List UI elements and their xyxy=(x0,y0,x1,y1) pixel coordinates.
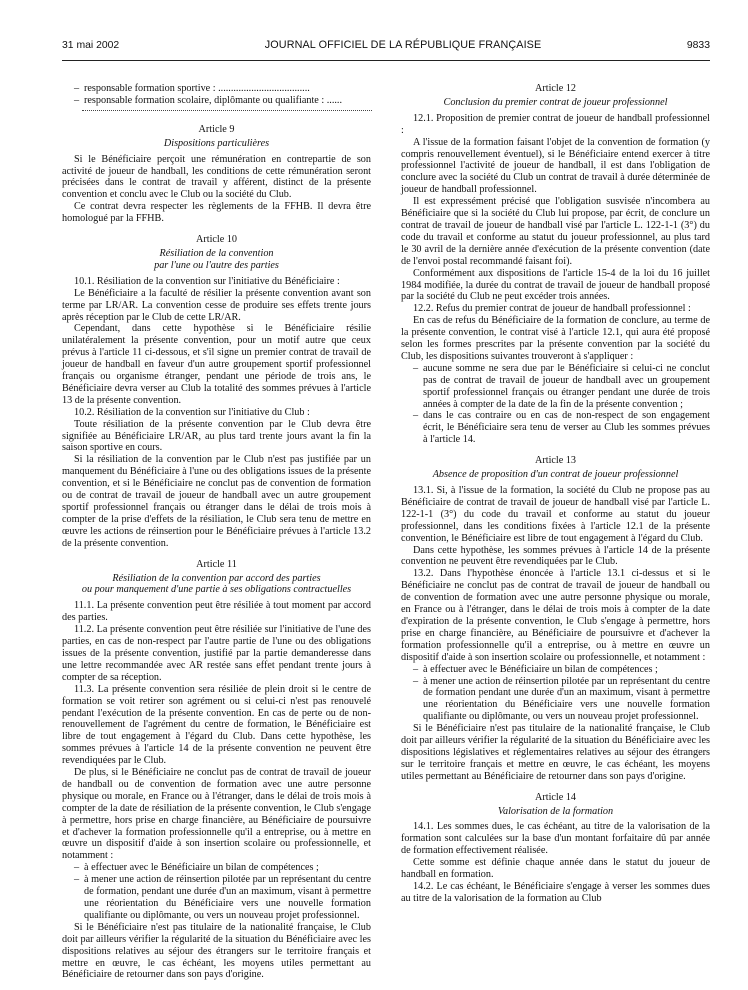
paragraph: 14.1. Les sommes dues, le cas échéant, au titre de la valorisation de la formation sont calculées sur la base d'un montant forfaitaire dû par année de formation effectivement réalisée. xyxy=(401,821,710,857)
paragraph: Si le Bénéficiaire n'est pas titulaire de la nationalité française, le Club doit par ailleurs vérifier la régularité de la situation du Bénéficiaire avec les dispositions relatives au séjour des étrangers sur le territoire français et mettre en œuvre, le cas échéant, les moyens utiles permettant au Bénéficiaire de retourner dans son pays d'origine. xyxy=(62,921,371,981)
left-column xyxy=(62,83,371,981)
list-item: – responsable formation sportive : .................................... xyxy=(74,83,371,95)
paragraph: Si le Bénéficiaire n'est pas titulaire de la nationalité française, le Club doit par ailleurs vérifier la régularité de la situation du Bénéficiaire avec les dispositions législatives et réglementaires relatives au séjour des étrangers sur le territoire français et mettre en œuvre, le cas échéant, les moyens utiles permettant au Bénéficiaire de retourner dans son pays d'origine. xyxy=(401,723,710,782)
right-column xyxy=(401,83,710,981)
paragraph: Ce contrat devra respecter les règlements de la FFHB. Il devra être homologué par la FFHB. xyxy=(62,201,371,225)
article-13-subtitle: Absence de proposition d'un contrat de joueur professionnel xyxy=(432,469,679,481)
paragraph: 14.2. Le cas échéant, le Bénéficiaire s'engage à verser les sommes dues au titre de la valorisation de la formation au Club xyxy=(401,881,710,904)
two-column-body xyxy=(62,83,710,981)
paragraph: Cette somme est définie chaque année dans le statut du joueur de handball en formation. xyxy=(401,857,710,881)
article-13-list xyxy=(401,664,710,724)
paragraph: Il est expressément précisé que l'obligation susvisée n'incombera au Bénéficiaire que si la société du Club lui propose, par écrit, de conclure un contrat de travail de joueur de handball visé par l'article L. 122-1-1 (3°) du code du travail et conforme au statut du joueur professionnel, au plus tard le 30 avril de la dernière année d'exécution de la présente convention (date de l'envoi postal recommandé faisant foi). xyxy=(401,196,710,267)
intro-list xyxy=(62,83,371,107)
dotted-rule xyxy=(82,110,372,115)
article-11-subtitle-line1: Résiliation de la convention par accord des parties xyxy=(112,572,321,584)
paragraph: 11.2. La présente convention peut être résiliée sur l'initiative de l'une des parties, en cas de non-respect par l'autre partie de l'une ou des obligations issues de la présente convention, justifié par la partie demanderesse dans une lettre recommandée avec AR restée sans effet pendant trente jours à compter de sa réception. xyxy=(62,624,371,683)
paragraph: 10.1. Résiliation de la convention sur l'initiative du Bénéficiaire : xyxy=(74,275,340,287)
paragraph: Si la résiliation de la convention par le Club n'est pas justifiée par un manquement du Bénéficiaire à l'une ou des obligations issues de la présente convention, et si le Bénéficiaire ne conclut pas de convention de formation ou de contrat de travail de joueur de handball avec un autre groupement sportif professionnel français ou étranger dans le délai de trois mois à compter de la prise d'effets de la résiliation, le Club sera tenu de mettre en œuvre les actions de réinsertion pour le Bénéficiaire prévues à l'article 13.2 de la présente convention. xyxy=(62,454,371,549)
article-12-subtitle: Conclusion du premier contrat de joueur professionnel xyxy=(443,96,668,108)
list-item: – à mener une action de réinsertion pilotée par un représentant du centre de formation, pendant une durée d'un an maximum, visant à permettre une réorientation du Bénéficiaire vers une nouvelle formation qualifiante ou diplômante, ou vers un nouveau projet professionnel. xyxy=(74,874,371,922)
paragraph: Toute résiliation de la présente convention par le Club devra être signifiée au Bénéficiaire LR/AR, au plus tard trente jours avant la fin la saison sportive en cours. xyxy=(62,418,371,454)
paragraph: A l'issue de la formation faisant l'objet de la convention de formation (y compris renouvellement éventuel), si le Bénéficiaire entend exercer à titre professionnel l'activité de joueur de handball, il est dans l'obligation de conclure avec la société du Club un contrat de travail à durée déterminée de joueur de handball professionnel. xyxy=(401,136,710,196)
list-item: – à mener une action de réinsertion pilotée par un représentant du centre de formation pendant une durée d'un an maximum, visant à permettre une réorientation du Bénéficiaire vers une nouvelle formation qualifiante ou diplômante, ou vers un nouveau projet professionnel. xyxy=(413,676,710,724)
paragraph: Cependant, dans cette hypothèse si le Bénéficiaire résilie unilatéralement la présente convention, pour un motif autre que ceux prévus à l'article 11 ci-dessous, et s'il signe un premier contrat de travail de joueur de handball en faveur d'un autre groupement sportif professionnel français ou organisme étranger, pendant une période de trois ans, le Bénéficiaire devra verser au Club la totalité des sommes prévues à l'article 13 de la présente convention. xyxy=(62,323,371,406)
article-11-subtitle-line2: ou pour manquement d'une partie à ses obligations contractuelles xyxy=(81,584,352,596)
article-10-subtitle-line1: Résiliation de la convention xyxy=(159,247,274,259)
page-header xyxy=(62,40,710,61)
article-13-title: Article 13 xyxy=(534,455,577,467)
list-item: – dans le cas contraire ou en cas de non-respect de son engagement écrit, le Bénéficiaire sera tenu de verser au Club les sommes prévues à l'article 14. xyxy=(413,410,710,446)
paragraph: De plus, si le Bénéficiaire ne conclut pas de contrat de travail de joueur de handball ou de convention de formation avec une autre personne physique ou morale, en France ou à l'étranger, dans le délai de trois mois à compter de la date de résiliation de la présente convention, le Club s'engage à permettre, hors prise en charge financière, au Bénéficiaire de poursuivre et d'achever la formation professionnelle qu'il a entreprise, ou à mettre en œuvre un dispositif d'aide à son insertion scolaire ou professionnelle, et notamment : xyxy=(62,767,371,862)
paragraph: 13.2. Dans l'hypothèse énoncée à l'article 13.1 ci-dessus et si le Bénéficiaire ne conclut pas de contrat de travail de joueur de handball ou de convention de formation avec une autre personne physique ou morale, en France ou à l'étranger, dans le délai de trois mois à compter de la date d'expiration de la présente convention, le Club s'engage à permettre, hors prise en charge financière, au Bénéficiaire de poursuivre et d'achever la formation professionnelle qu'il a entreprise, ou à mettre en œuvre un dispositif d'aide à son insertion scolaire ou professionnelle, et notamment : xyxy=(401,568,710,663)
list-item: – à effectuer avec le Bénéficiaire un bilan de compétences ; xyxy=(413,664,710,676)
paragraph: En cas de refus du Bénéficiaire de la formation de conclure, au terme de la présente convention, le contrat visé à l'article 12.1, qui aura été proposé selon les formes prescrites par la présente convention par la société du Club, les dispositions suivantes trouveront à s'appliquer : xyxy=(401,315,710,362)
list-item: – à effectuer avec le Bénéficiaire un bilan de compétences ; xyxy=(74,862,371,874)
article-11-list xyxy=(62,862,371,922)
article-14-subtitle: Valorisation de la formation xyxy=(497,805,614,817)
article-10-subtitle-line2: par l'une ou l'autre des parties xyxy=(154,259,279,271)
article-14-title: Article 14 xyxy=(534,791,577,803)
paragraph: 11.3. La présente convention sera résiliée de plein droit si le centre de formation se voit retirer son agrément ou si celui-ci n'est pas renouvelé pendant l'exécution de la présente convention. En cas de perte ou de non-renouvellement de l'agrément du centre de formation, le Bénéficiaire est libre de tout engagement à l'égard du Club. Dans cette hypothèse, les sommes prévues à l'article 14 de la présente convention ne peuvent être revendiquées par le Club. xyxy=(62,683,371,767)
header-page-number: 9833 xyxy=(686,40,710,51)
article-11-title: Article 11 xyxy=(196,558,237,570)
article-9-subtitle: Dispositions particulières xyxy=(163,137,270,149)
header-date: 31 mai 2002 xyxy=(62,40,120,51)
paragraph: Conformément aux dispositions de l'article 15-4 de la loi du 16 juillet 1984 modifiée, la durée du contrat de travail de joueur de handball proposé par la société du Club ne peut excéder trois années. xyxy=(401,267,710,303)
article-12-list xyxy=(401,363,710,446)
paragraph: 11.1. La présente convention peut être résiliée à tout moment par accord des parties. xyxy=(62,600,371,624)
article-10-title: Article 10 xyxy=(195,234,238,246)
article-9-title: Article 9 xyxy=(198,123,235,135)
article-12-title: Article 12 xyxy=(534,83,577,94)
list-item: – aucune somme ne sera due par le Bénéficiaire si celui-ci ne conclut pas de contrat de travail de joueur de handball avec un groupement sportif professionnel français ou étranger pendant une durée de trois années à compter de la date de la fin de la présente convention ; xyxy=(413,363,710,411)
paragraph: 12.1. Proposition de premier contrat de joueur de handball professionnel : xyxy=(401,112,710,136)
paragraph: 13.1. Si, à l'issue de la formation, la société du Club ne propose pas au Bénéficiaire de contrat de travail de joueur de handball visé par l'article L. 122-1-1 (3°) du code du travail et conforme au statut du joueur professionnel, dans les conditions fixées à l'article 12.1 de la présente convention, le Bénéficiaire est libre de tout engagement à l'égard du Club. xyxy=(401,485,710,544)
paragraph: Le Bénéficiaire a la faculté de résilier la présente convention avant son terme par LR/AR. La convention cesse de produire ses effets trente jours après réception par le Club de cette LR/AR. xyxy=(62,287,371,323)
header-title: JOURNAL OFFICIEL DE LA RÉPUBLIQUE FRANÇAISE xyxy=(264,39,542,51)
list-item: – responsable formation scolaire, diplômante ou qualifiante : ...... xyxy=(74,95,371,107)
paragraph: Dans cette hypothèse, les sommes prévues à l'article 14 de la présente convention ne peuvent être revendiquées par le Club. xyxy=(401,544,710,568)
paragraph: Si le Bénéficiaire perçoit une rémunération en contrepartie de son activité de joueur de handball, les conditions de cette rémunération seront précisées dans le contrat de travail y afférent, distinct de la présente convention et conclu avec le Club ou la société du Club. xyxy=(62,153,371,201)
paragraph: 12.2. Refus du premier contrat de joueur de handball professionnel : xyxy=(413,303,691,315)
paragraph: 10.2. Résiliation de la convention sur l'initiative du Club : xyxy=(74,406,310,418)
